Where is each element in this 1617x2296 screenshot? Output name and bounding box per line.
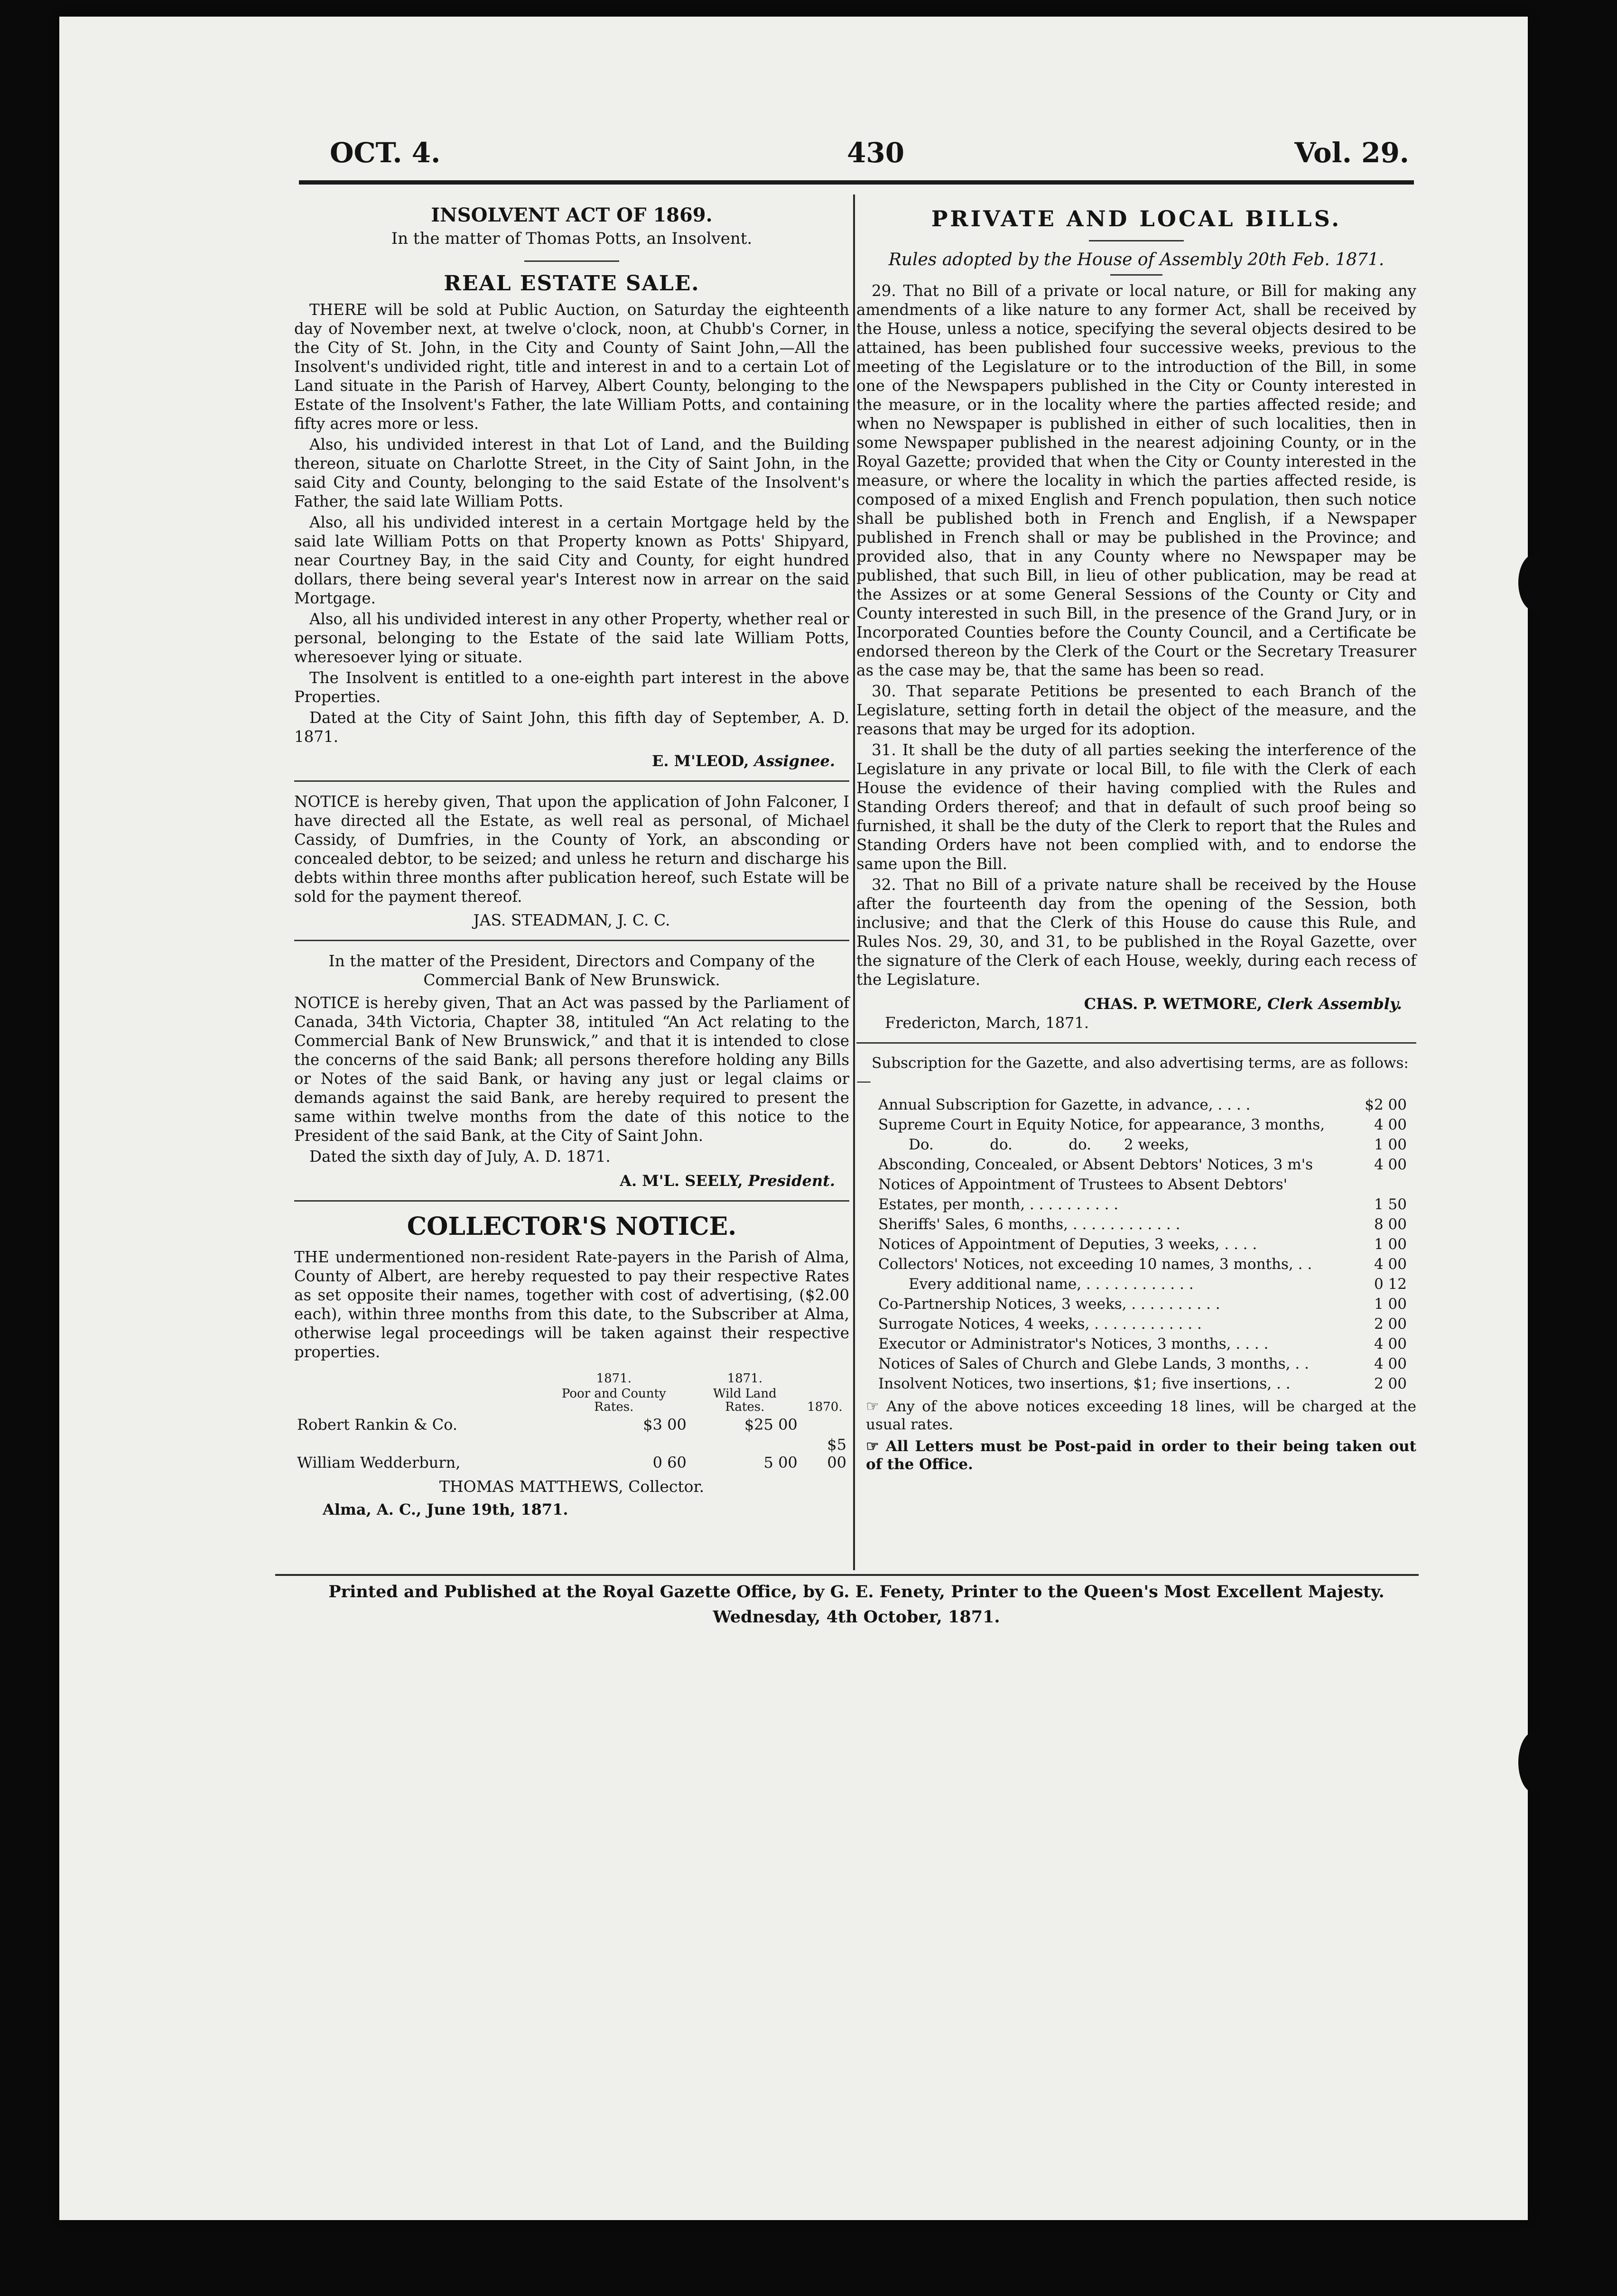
bank-notice <box>294 952 849 1190</box>
rate-amount: 2 00 <box>1374 1375 1407 1392</box>
rate-label: Absconding, Concealed, or Absent Debtors' Notices, 3 m's <box>878 1156 1313 1173</box>
signature-role: Assignee. <box>754 752 835 770</box>
rate-item <box>856 1254 1416 1274</box>
right-column <box>856 194 1416 1473</box>
rate-label: Do. do. do. 2 weeks, <box>909 1136 1190 1153</box>
falconer-notice <box>294 792 849 929</box>
rate-item <box>856 1155 1416 1175</box>
rate-value: 0 60 <box>652 1454 687 1472</box>
page-header <box>247 137 1409 194</box>
rates-column-header: 1870. <box>807 1400 843 1414</box>
rate-amount: 1 50 <box>1374 1196 1407 1213</box>
sale-paragraph: THERE will be sold at Public Auction, on Saturday the eighteenth day of November next, at twelve o'clock, noon, at Chubb's Corner, in the City of St. John, in the City and County of Saint John,—All the Insolvent's undivided right, title and interest in and to a certain Lot of Land situate in the Parish of Harvey, Albert County, belonging to the Estate of the Insolvent's Father, the late William Potts, and containing fifty acres more or less. <box>294 301 849 433</box>
falconer-text: NOTICE is hereby given, That upon the application of John Falconer, I have directed all the Estate, as well real as personal, of Michael Cassidy, of Dumfries, in the County of York, an absconding or concealed debtor, to be seized; and unless he return and discharge his debts within three months after publication hereof, such Estate will be sold for the payment thereof. <box>294 793 849 906</box>
signature-role: President. <box>748 1172 835 1190</box>
rate-label: Executor or Administrator's Notices, 3 months, . . . . <box>878 1335 1269 1352</box>
rate-amount: 4 00 <box>1374 1116 1407 1133</box>
rate-amount: 8 00 <box>1374 1216 1407 1233</box>
rule-paragraph: 32. That no Bill of a private nature shall be received by the House after the fourteenth day from the opening of the Session, both inclusive; and that the Clerk of this House do cause this Rule, and Rules Nos. 29, 30, and 31, to be published in the Royal Gazette, over the signature of the Clerk of each House, weekly, during each recess of the Legislature. <box>856 876 1416 989</box>
rate-label: Surrogate Notices, 4 weeks, . . . . . . . . . . . . <box>878 1315 1202 1333</box>
collector-signature: THOMAS MATTHEWS, Collector. <box>439 1477 705 1496</box>
signature-name: CHAS. P. WETMORE, <box>1084 995 1263 1013</box>
bank-dated: Dated the sixth day of July, A. D. 1871. <box>309 1148 611 1166</box>
rates-column-header: Wild Land Rates. <box>713 1387 777 1414</box>
header-rule <box>299 180 1414 185</box>
bank-text: NOTICE is hereby given, That an Act was passed by the Parliament of Canada, 34th Victoria, Chapter 38, intituled “An Act relating to the Commercial Bank of New Brunswick,” and that it is intended to close the concerns of the said Bank; all persons therefore holding any Bills or Notes of the said Bank, or having any just or legal claims or demands against the said Bank, are hereby required to present the same within twelve months from the date of this notice to the President of the said Bank, at the City of Saint John. <box>294 994 849 1145</box>
rate-item <box>856 1294 1416 1314</box>
president-signature <box>294 1172 835 1190</box>
left-column <box>294 194 849 1521</box>
rate-value: $5 00 <box>827 1435 846 1472</box>
separator <box>524 260 619 262</box>
separator <box>294 1200 849 1202</box>
rate-item <box>856 1175 1416 1214</box>
ratepayer-name: Robert Rankin & Co. <box>297 1416 458 1434</box>
rate-label: Collectors' Notices, not exceeding 10 names, 3 months, . . <box>878 1256 1312 1273</box>
rate-item <box>856 1334 1416 1354</box>
ratepayer-name: William Wedderburn, <box>297 1454 461 1472</box>
rate-amount: 1 00 <box>1374 1236 1407 1253</box>
separator <box>856 1042 1416 1044</box>
clerk-place-date: Fredericton, March, 1871. <box>885 1014 1089 1032</box>
rate-value: 5 00 <box>763 1454 798 1472</box>
publication-date: Wednesday, 4th October, 1871. <box>713 1607 1000 1627</box>
insolvent-notice <box>294 204 849 770</box>
subscription-terms <box>856 1054 1416 1473</box>
rate-amount: 4 00 <box>1374 1256 1407 1273</box>
separator <box>294 940 849 941</box>
rate-item <box>856 1274 1416 1294</box>
rate-item <box>856 1374 1416 1394</box>
table-row <box>294 1435 849 1472</box>
subscription-note: ☞ Any of the above notices exceeding 18 lines, will be charged at the usual rates. <box>866 1398 1416 1433</box>
table-row <box>294 1415 849 1435</box>
rate-amount: 2 00 <box>1374 1315 1407 1333</box>
rate-item <box>856 1115 1416 1135</box>
clerk-signature <box>856 995 1402 1013</box>
rate-value: $25 00 <box>744 1416 798 1434</box>
private-bills-notice <box>856 206 1416 1032</box>
rate-amount: 1 00 <box>1374 1136 1407 1153</box>
rate-label: Annual Subscription for Gazette, in advance, . . . . <box>878 1096 1251 1113</box>
rate-amount: 4 00 <box>1374 1355 1407 1372</box>
rate-value: $3 00 <box>643 1416 687 1434</box>
rates-table <box>294 1371 849 1472</box>
collector-title: COLLECTOR'S NOTICE. <box>407 1212 737 1241</box>
sale-paragraph: The Insolvent is entitled to a one-eighth part interest in the above Properties. <box>294 669 849 706</box>
collector-text: THE undermentioned non-resident Rate-payers in the Parish of Alma, County of Albert, are hereby requested to pay their respective Rates as set opposite their names, together with cost of advertising, ($2.00 each), within three months from this date, to the Subscriber at Alma, otherwise legal proceedings will be taken against their respective properties. <box>294 1248 849 1361</box>
rule-paragraph: 30. That separate Petitions be presented to each Branch of the Legislature, setting forth in detail the object of the measure, and the reasons that may be urged for its adoption. <box>856 682 1416 738</box>
rate-amount: 1 00 <box>1374 1296 1407 1313</box>
sale-paragraph: Also, his undivided interest in that Lot of Land, and the Building thereon, situate on Charlotte Street, in the City of Saint John, in the said City and County, belonging to the said Estate of the Insolvent's Father, the said late William Potts. <box>294 435 849 510</box>
rate-label: Co-Partnership Notices, 3 weeks, . . . . . . . . . . <box>878 1296 1220 1313</box>
rates-header-row <box>294 1386 849 1415</box>
printer-imprint: Printed and Published at the Royal Gazette Office, by G. E. Fenety, Printer to the Queen's Most Excellent Majesty. <box>328 1582 1385 1602</box>
rate-item <box>856 1314 1416 1334</box>
rate-amount: 4 00 <box>1374 1335 1407 1352</box>
rate-label: Sheriffs' Sales, 6 months, . . . . . . . . . . . . <box>878 1216 1180 1233</box>
separator <box>1089 240 1184 241</box>
sale-paragraph: Also, all his undivided interest in a certain Mortgage held by the said late William Potts on that Property known as Potts' Shipyard, near Courtney Bay, in the said City and County, for eight hundred dollars, there being several year's Interest now in arrear on the said Mortgage. <box>294 513 849 607</box>
rate-label: Every additional name, . . . . . . . . . . . . <box>909 1276 1194 1293</box>
rate-item <box>856 1135 1416 1155</box>
sale-paragraph: Also, all his undivided interest in any other Property, whether real or personal, belonging to the Estate of the said late William Potts, wheresoever lying or situate. <box>294 610 849 666</box>
rate-item <box>856 1234 1416 1254</box>
signature-role: Clerk Assembly. <box>1267 995 1402 1013</box>
subscription-intro: Subscription for the Gazette, and also advertising terms, are as follows:— <box>856 1055 1409 1090</box>
header-date: OCT. 4. <box>330 137 441 169</box>
page-footer <box>294 1582 1419 1627</box>
punch-hole <box>1518 554 1552 611</box>
rules-heading: Rules adopted by the House of Assembly 20th Feb. 1871. <box>888 250 1385 269</box>
insolvent-matter: In the matter of Thomas Potts, an Insolvent. <box>391 229 753 248</box>
collector-notice <box>294 1212 849 1518</box>
rate-amount: 4 00 <box>1374 1156 1407 1173</box>
rates-column-header: Poor and County Rates. <box>561 1387 666 1414</box>
rate-item <box>856 1095 1416 1115</box>
judge-signature: JAS. STEADMAN, J. C. C. <box>473 911 670 929</box>
rate-label: Insolvent Notices, two insertions, $1; five insertions, . . <box>878 1375 1291 1392</box>
rate-label: Notices of Appointment of Trustees to Absent Debtors' Estates, per month, . . . . . . . . . . <box>878 1176 1288 1213</box>
rate-amount: 0 12 <box>1374 1276 1407 1293</box>
bank-matter: In the matter of the President, Directors and Company of the Commercial Bank of New Brunswick. <box>328 952 815 989</box>
assignee-signature <box>294 752 835 770</box>
separator <box>294 780 849 782</box>
column-divider <box>853 194 855 1570</box>
collector-place-date: Alma, A. C., June 19th, 1871. <box>323 1500 568 1518</box>
subscription-note: ☞ All Letters must be Post-paid in order to their being taken out of the Office. <box>866 1438 1416 1473</box>
act-title: INSOLVENT ACT OF 1869. <box>431 204 713 226</box>
sale-title: REAL ESTATE SALE. <box>444 271 700 296</box>
sale-paragraph: Dated at the City of Saint John, this fifth day of September, A. D. 1871. <box>294 709 849 746</box>
rule-paragraph: 29. That no Bill of a private or local nature, or Bill for making any amendments of a like nature to any former Act, shall be received by the House, unless a notice, specifying the several objects desired to be attained, has been published four successive weeks, previous to the meeting of the Legislature or to the introduction of the Bill, in some one of the Newspapers published in the City or County interested in the measure, or in the locality where the parties affected reside; and when no Newspaper is published in either of such localities, then in some Newspaper published in the nearest adjoining County, or in the Royal Gazette; provided that when the City or County interested in the measure, or where the locality in which the parties affected reside, is composed of a mixed English and French population, then such notice shall be published both in French and English, if a Newspaper published in French shall or may be published in the Province; and provided also, that in any County where no Newspaper may be published, that such Bill, in lieu of other publication, may be read at the Assizes or at some General Sessions of the County or City and County interested in such Bill, in the presence of the Grand Jury, or in Incorporated Counties before the County Council, and a Certificate be endorsed thereon by the Clerk of the Court or the Secretary Treasurer as the case may be, that the same has been so read. <box>856 282 1416 679</box>
rates-year: 1871. <box>596 1371 632 1386</box>
signature-name: E. M'LEOD, <box>651 752 749 770</box>
rate-amount: $2 00 <box>1365 1096 1407 1113</box>
signature-name: A. M'L. SEELY, <box>620 1172 743 1190</box>
private-bills-title: PRIVATE AND LOCAL BILLS. <box>931 206 1342 231</box>
rates-year: 1871. <box>727 1371 763 1386</box>
rate-label: Supreme Court in Equity Notice, for appearance, 3 months, <box>878 1116 1325 1133</box>
rates-year-row <box>294 1371 849 1386</box>
punch-hole <box>1518 1731 1552 1793</box>
header-volume: Vol. 29. <box>1294 137 1409 169</box>
rate-value <box>800 1415 849 1435</box>
separator <box>1110 274 1162 276</box>
rate-label: Notices of Sales of Church and Glebe Lands, 3 months, . . <box>878 1355 1309 1372</box>
rate-item <box>856 1214 1416 1234</box>
header-page-number: 430 <box>847 137 905 169</box>
footer-rule <box>275 1574 1419 1576</box>
rate-item <box>856 1354 1416 1374</box>
rule-paragraph: 31. It shall be the duty of all parties seeking the interference of the Legislature in any private or local Bill, to file with the Clerk of each House the evidence of their having complied with the Rules and Standing Orders thereof; and that in default of such proof being so furnished, it shall be the duty of the Clerk to report that the Rules and Standing Orders have not been complied with, and to endorse the same upon the Bill. <box>856 741 1416 873</box>
rate-label: Notices of Appointment of Deputies, 3 weeks, . . . . <box>878 1236 1257 1253</box>
